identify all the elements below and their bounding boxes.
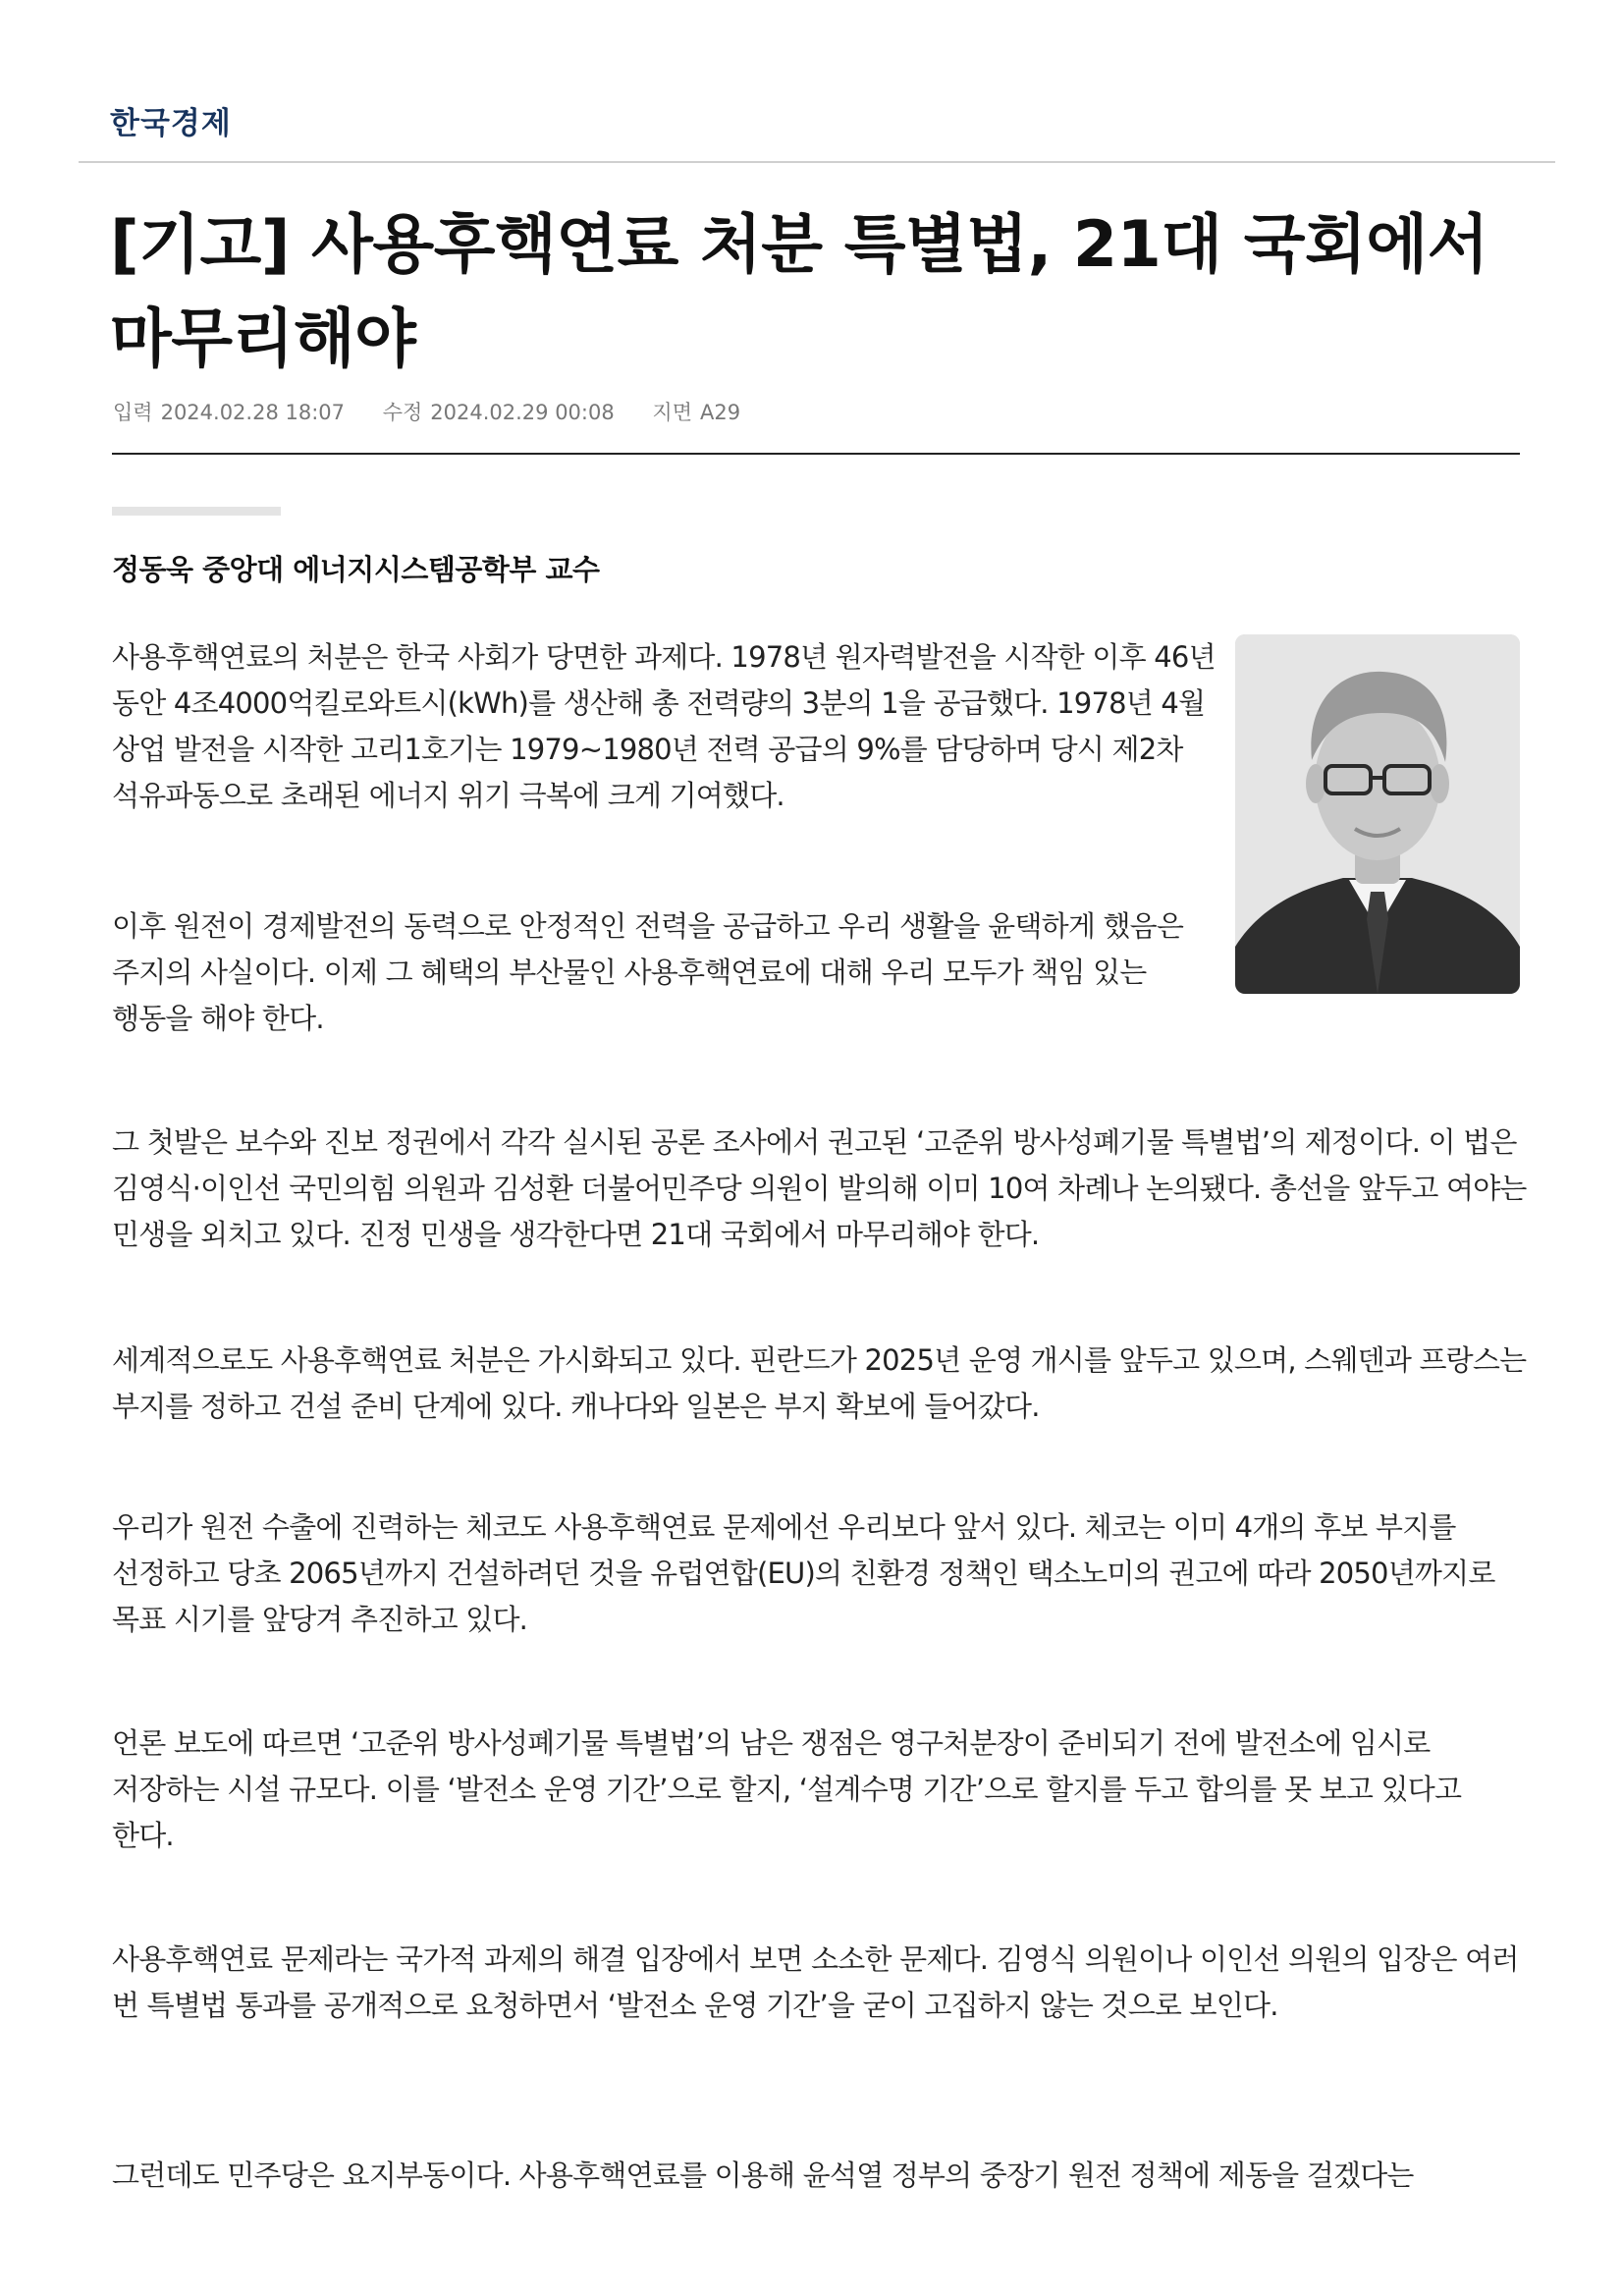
article-paragraph-3: 그 첫발은 보수와 진보 정권에서 각각 실시된 공론 조사에서 권고된 ‘고준위 방사성폐기물 특별법’의 제정이다. 이 법은 김영식·이인선 국민의힘 의원과 김성환 더불어민주당 의원이 발의해 이미 10여 차례나 논의됐다. 총선을 앞두고 여야는 민생을 외치고 있다. 진정 민생을 생각한다면 21대 국회에서 마무리해야 한다.	[112, 1125, 1527, 1251]
input-timestamp	[113, 401, 345, 424]
byline-accent-bar	[112, 507, 281, 516]
article-paragraph-4: 세계적으로도 사용후핵연료 처분은 가시화되고 있다. 핀란드가 2025년 운영 개시를 앞두고 있으며, 스웨덴과 프랑스는 부지를 정하고 건설 준비 단계에 있다. 캐나다와 일본은 부지 확보에 들어갔다.	[112, 1343, 1527, 1423]
page-label: 지면	[652, 401, 692, 424]
page-number: A29	[699, 401, 741, 424]
author-photo	[1235, 634, 1520, 994]
meta-divider	[112, 453, 1520, 455]
author-portrait-image	[1235, 634, 1520, 994]
author-byline: 정동욱 중앙대 에너지시스템공학부 교수	[112, 553, 600, 586]
modified-date: 2024.02.29 00:08	[430, 401, 615, 424]
modified-label: 수정	[382, 401, 423, 424]
print-page	[652, 401, 740, 424]
article-paragraph-1: 사용후핵연료의 처분은 한국 사회가 당면한 과제다. 1978년 원자력발전을 시작한 이후 46년 동안 4조4000억킬로와트시(kWh)를 생산해 총 전력량의 3분의 1을 공급했다. 1978년 4월 상업 발전을 시작한 고리1호기는 1979~1980년 전력 공급의 9%를 담당하며 당시 제2차 석유파동으로 초래된 에너지 위기 극복에 크게 기여했다.	[112, 640, 1216, 812]
article-paragraph-8: 그런데도 민주당은 요지부동이다. 사용후핵연료를 이용해 윤석열 정부의 중장기 원전 정책에 제동을 걸겠다는	[112, 2159, 1414, 2192]
article-paragraph-6: 언론 보도에 따르면 ‘고준위 방사성폐기물 특별법’의 남은 쟁점은 영구처분장이 준비되기 전에 발전소에 임시로 저장하는 시설 규모다. 이를 ‘발전소 운영 기간’으로 할지, ‘설계수명 기간’으로 할지를 두고 합의를 못 보고 있다고 한다.	[112, 1726, 1462, 1852]
article-headline: [기고] 사용후핵연료 처분 특별법, 21대 국회에서 마무리해야	[110, 208, 1488, 376]
publication-logo[interactable]: 한국경제	[110, 106, 232, 141]
article-meta	[113, 397, 772, 426]
article-paragraph-7: 사용후핵연료 문제라는 국가적 과제의 해결 입장에서 보면 소소한 문제다. 김영식 의원이나 이인선 의원의 입장은 여러 번 특별법 통과를 공개적으로 요청하면서 ‘발전소 운영 기간’을 굳이 고집하지 않는 것으로 보인다.	[112, 1942, 1519, 2022]
article-paragraph-5: 우리가 원전 수출에 진력하는 체코도 사용후핵연료 문제에선 우리보다 앞서 있다. 체코는 이미 4개의 후보 부지를 선정하고 당초 2065년까지 건설하려던 것을 유럽연합(EU)의 친환경 정책인 택소노미의 권고에 따라 2050년까지로 목표 시기를 앞당겨 추진하고 있다.	[112, 1510, 1495, 1636]
input-label: 입력	[113, 401, 153, 424]
modified-timestamp	[383, 401, 615, 424]
masthead-divider	[79, 161, 1555, 163]
input-date: 2024.02.28 18:07	[160, 401, 346, 424]
article-paragraph-2: 이후 원전이 경제발전의 동력으로 안정적인 전력을 공급하고 우리 생활을 윤택하게 했음은 주지의 사실이다. 이제 그 혜택의 부산물인 사용후핵연료에 대해 우리 모두가 책임 있는 행동을 해야 한다.	[112, 909, 1184, 1035]
